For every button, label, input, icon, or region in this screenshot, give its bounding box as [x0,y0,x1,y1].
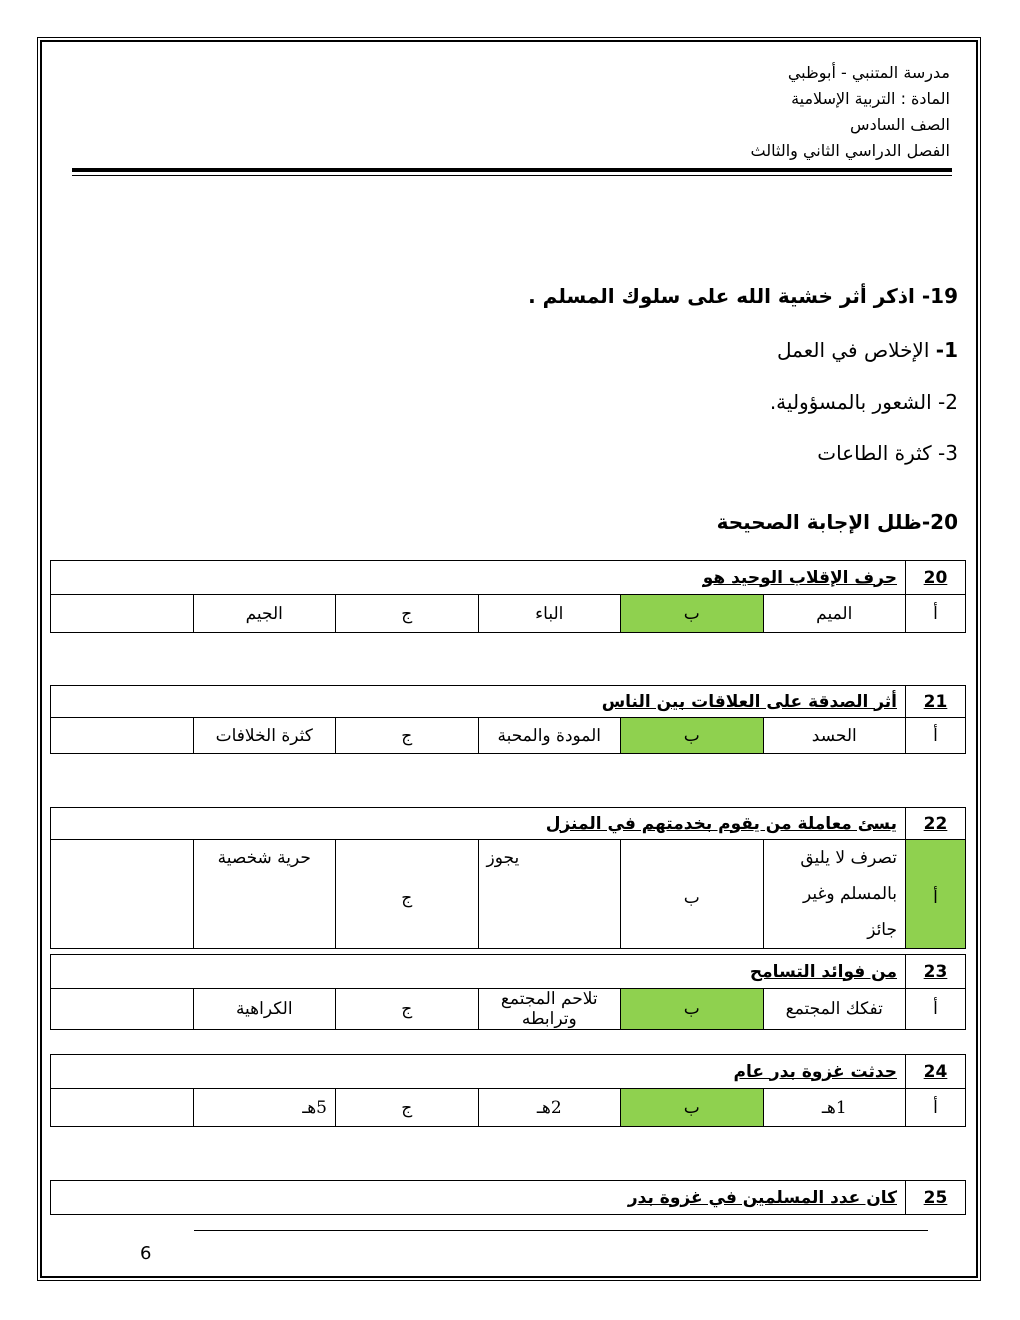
option-letter[interactable]: ب [621,840,764,949]
question-number: 25 [906,1181,966,1215]
spacer-cell [51,595,194,633]
option-letter[interactable]: أ [906,718,966,754]
option-letter[interactable]: أ [906,595,966,633]
option-letter[interactable]: أ [906,1089,966,1127]
spacer-cell [51,718,194,754]
question-number: 23 [906,955,966,989]
spacer-cell [51,989,194,1030]
option-a[interactable]: الميم [763,595,906,633]
answer-1: 1- الإخلاص في العمل [777,338,958,362]
option-c[interactable]: 5هـ [193,1089,336,1127]
spacer-cell [51,840,194,949]
term-line: الفصل الدراسي الثاني والثالث [750,141,950,160]
option-c[interactable]: كثرة الخلافات [193,718,336,754]
question-number: 22 [906,808,966,840]
option-letter[interactable]: ج [336,1089,479,1127]
option-b[interactable]: 2هـ [478,1089,621,1127]
question-text: كان عدد المسلمين في غزوة بدر [51,1181,906,1215]
option-letter[interactable]: أ [906,989,966,1030]
option-c[interactable]: حرية شخصية [193,840,336,949]
question-table-24 [50,1054,966,1127]
option-a[interactable]: الحسد [763,718,906,754]
option-letter-correct[interactable]: ب [621,595,764,633]
question-number: 24 [906,1055,966,1089]
option-a[interactable]: 1هـ [763,1089,906,1127]
header-rule [72,168,952,172]
question-text: يسئ معاملة من يقوم بخدمتهم في المنزل [51,808,906,840]
question-table-20 [50,560,966,633]
option-c[interactable]: الكراهية [193,989,336,1030]
question-number: 20 [906,561,966,595]
question-table-22 [50,807,966,949]
question-19: 19- اذكر أثر خشية الله على سلوك المسلم . [528,284,958,308]
footer-rule [194,1230,928,1231]
header-rule-thin [72,175,952,176]
option-letter-correct[interactable]: ب [621,1089,764,1127]
option-letter-correct[interactable]: ب [621,718,764,754]
option-letter-correct[interactable]: ب [621,989,764,1030]
page-number: 6 [140,1243,152,1264]
option-b[interactable]: يجوز [478,840,621,949]
option-letter[interactable]: ج [336,840,479,949]
option-a[interactable]: تفكك المجتمع [763,989,906,1030]
question-text: أثر الصدقة على العلاقات بين الناس [51,686,906,718]
option-letter[interactable]: ج [336,595,479,633]
question-table-21 [50,685,966,754]
question-number: 21 [906,686,966,718]
question-text: حرف الإقلاب الوحيد هو [51,561,906,595]
option-c[interactable]: الجيم [193,595,336,633]
grade-line: الصف السادس [850,115,950,134]
option-letter[interactable]: ج [336,989,479,1030]
option-b[interactable]: المودة والمحبة [478,718,621,754]
question-table-23 [50,954,966,1030]
option-letter-correct[interactable]: أ [906,840,966,949]
question-text: حدثت غزوة بدر عام [51,1055,906,1089]
option-b[interactable]: تلاحم المجتمع وترابطه [478,989,621,1030]
school-name: مدرسة المتنبي - أبوظبي [787,63,950,82]
section-heading: 20-ظلل الإجابة الصحيحة [716,510,958,534]
answer-2: 2- الشعور بالمسؤولية. [769,390,958,414]
subject-line: المادة : التربية الإسلامية [791,89,950,108]
question-table-25 [50,1180,966,1215]
option-a[interactable]: تصرف لا يليق بالمسلم وغير جائز [763,840,906,949]
option-b[interactable]: الباء [478,595,621,633]
question-text: من فوائد التسامح [51,955,906,989]
answer-3: 3- كثرة الطاعات [817,441,958,465]
option-letter[interactable]: ج [336,718,479,754]
spacer-cell [51,1089,194,1127]
